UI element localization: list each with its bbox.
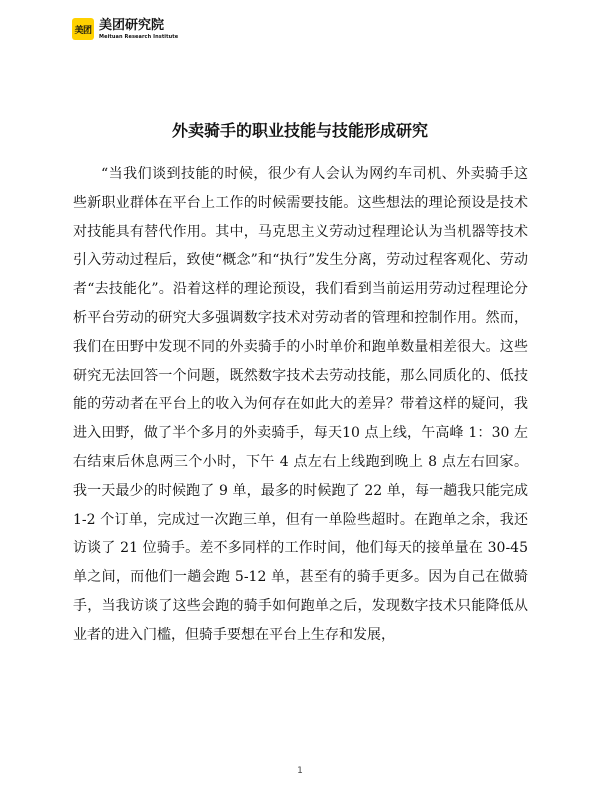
body-paragraph: “当我们谈到技能的时候，很少有人会认为网约车司机、外卖骑手这些新职业群体在平台上工作的时候需要技能。这些想法的理论预设是技术对技能具有替代作用。其中，马克思主义劳动过程理论认为当机器等技术引入劳动过程后，致使“概念”和“执行”发生分离，劳动过程客观化、劳动者“去技能化”。沿着这样的理论预设，我们看到当前运用劳动过程理论分析平台劳动的研究大多强调数字技术对劳动者的管理和控制作用。然而，我们在田野中发现不同的外卖骑手的小时单价和跑单数量相差很大。这些研究无法回答一个问题，既然数字技术去劳动技能，那么同质化的、低技能的劳动者在平台上的收入为何存在如此大的差异？带着这样的疑问，我进入田野，做了半个多月的外卖骑手，每天10 点上线，午高峰 1：30 左右结束后休息两三个小时，下午 4 点左右上线跑到晚上 8 点左右回家。我一天最少的时候跑了 9 单，最多的时候跑了 22 单，每一趟我只能完成 1-2 个订单，完成过一次跑三单，但有一单险些超时。在跑单之余，我还访谈了 21 位骑手。差不多同样的工作时间，他们每天的接单量在 30-45 单之间，而他们一趟会跑 5-12 单，甚至有的骑手更多。因为自己在做骑手，当我访谈了这些会跑的骑手如何跑单之后，发现数字技术只能降低从业者的进入门槛，但骑手要想在平台上生存和发展，: [73, 166, 528, 643]
meituan-logo-icon: 美团: [72, 18, 94, 40]
brand-name-cn: 美团研究院: [99, 17, 165, 33]
brand-name-en: Meituan Research Institute: [99, 33, 179, 40]
document-title: 外卖骑手的职业技能与技能形成研究: [171, 121, 428, 140]
brand-name: [99, 19, 178, 40]
page-number: 1: [297, 766, 303, 776]
header-logo: [72, 18, 178, 40]
